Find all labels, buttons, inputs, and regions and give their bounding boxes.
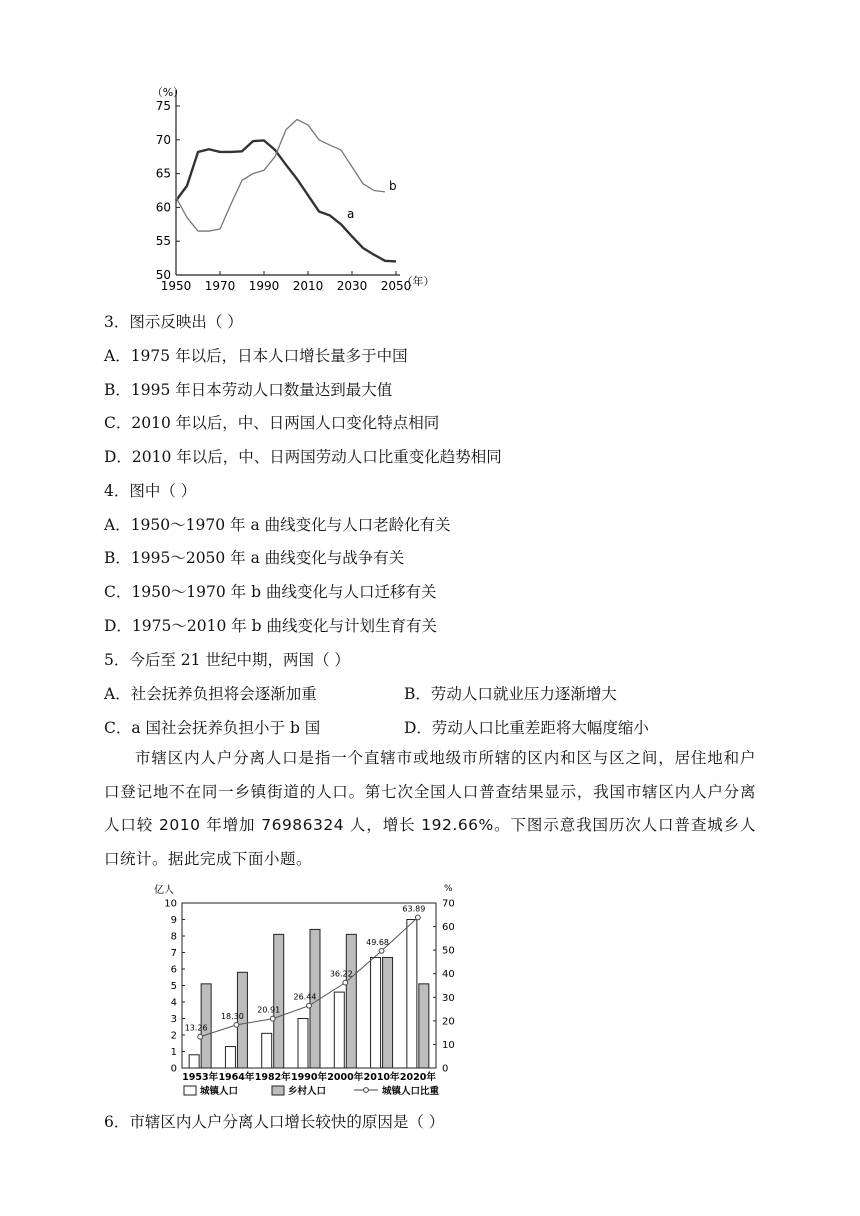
rural-bar xyxy=(419,984,429,1068)
legend-rural-swatch xyxy=(272,1086,284,1095)
y-tick-label: 50 xyxy=(155,268,171,282)
series-b-label: b xyxy=(389,178,397,193)
legend-urban-label: 城镇人口 xyxy=(200,1086,239,1097)
series-a-line xyxy=(176,140,396,261)
urban-bar xyxy=(262,1033,272,1068)
question-4-option-c: C．1950～1970 年 b 曲线变化与人口迁移有关 xyxy=(104,583,437,601)
ratio-point xyxy=(307,1003,312,1008)
question-5-option-a: A．社会抚养负担将会逐渐加重 xyxy=(104,685,317,703)
y-tick-label: 55 xyxy=(155,234,171,249)
y-left-tick-label: 7 xyxy=(170,948,177,959)
y-right-tick-label: 30 xyxy=(442,992,455,1004)
urban-bar xyxy=(298,1019,308,1069)
y-left-tick-label: 10 xyxy=(164,898,177,910)
question-6-stem: 6．市辖区内人户分离人口增长较快的原因是（ ） xyxy=(104,1113,445,1131)
urban-bar xyxy=(189,1055,199,1068)
y-left-tick-label: 5 xyxy=(170,981,177,992)
x-tick-label: 1990 xyxy=(248,279,280,293)
y-left-tick-label: 4 xyxy=(170,997,177,1009)
x-tick-label: 1970 xyxy=(204,279,236,293)
x-tick-label: 2010 xyxy=(292,279,324,293)
question-3-option-b: B．1995 年日本劳动人口数量达到最大值 xyxy=(104,381,393,399)
ratio-data-label: 13.26 xyxy=(184,1023,208,1033)
y-right-tick-label: 20 xyxy=(442,1016,455,1028)
x-tick-label: 2050 xyxy=(380,279,412,293)
y-right-tick-label: 50 xyxy=(442,945,455,957)
y-left-tick-label: 1 xyxy=(170,1047,177,1058)
legend-ratio-marker xyxy=(364,1088,369,1093)
rural-bar xyxy=(346,934,356,1068)
urban-bar xyxy=(225,1047,235,1068)
x-tick-label: 2020年 xyxy=(399,1072,436,1083)
rural-bar xyxy=(383,957,393,1068)
question-4-stem: 4．图中（ ） xyxy=(104,482,197,500)
ratio-point xyxy=(379,948,384,953)
y-right-tick-label: 60 xyxy=(442,922,455,934)
y-left-tick-label: 9 xyxy=(170,915,177,926)
y-right-tick-label: 70 xyxy=(442,898,455,910)
x-tick-label: 2010年 xyxy=(363,1072,400,1083)
y-right-tick-label: 10 xyxy=(442,1039,455,1051)
x-tick-label: 1964年 xyxy=(218,1072,255,1083)
ratio-point xyxy=(198,1034,203,1039)
y-tick-label: 75 xyxy=(155,99,171,113)
chart2-legend xyxy=(184,1085,440,1097)
legend-urban-swatch xyxy=(184,1086,196,1095)
legend-ratio-label: 城镇人口比重 xyxy=(382,1086,440,1097)
y-tick-label: 70 xyxy=(155,132,171,147)
series-a-label: a xyxy=(347,206,355,221)
ratio-data-label: 36.22 xyxy=(329,969,353,979)
y-left-unit: 亿人 xyxy=(154,885,174,896)
y-tick-label: 65 xyxy=(155,166,171,181)
y-tick-label: 60 xyxy=(155,200,171,215)
chart2-axes xyxy=(182,903,436,1068)
urban-bar xyxy=(407,920,417,1069)
chart1-axes xyxy=(176,90,400,275)
x-tick-label: 2030 xyxy=(336,279,368,293)
question-3-option-c: C．2010 年以后，中、日两国人口变化特点相同 xyxy=(104,414,440,432)
chart1-lines xyxy=(176,120,396,262)
y-right-tick-label: 0 xyxy=(442,1063,449,1075)
ratio-point xyxy=(270,1016,275,1021)
labor-population-line-chart xyxy=(140,80,460,295)
ratio-data-label: 20.91 xyxy=(257,1005,281,1015)
x-tick-label: 1950 xyxy=(160,279,192,293)
urban-bar xyxy=(371,957,381,1068)
ratio-point xyxy=(234,1022,239,1027)
question-3-stem: 3．图示反映出（ ） xyxy=(104,313,243,331)
ratio-data-label: 63.89 xyxy=(402,904,426,914)
ratio-data-label: 49.68 xyxy=(366,937,390,947)
y-unit-label: （%） xyxy=(151,86,185,99)
x-tick-label: 1990年 xyxy=(291,1072,327,1083)
ratio-data-label: 18.30 xyxy=(220,1011,244,1021)
y-left-tick-label: 0 xyxy=(170,1063,177,1075)
y-left-tick-label: 2 xyxy=(170,1030,177,1042)
question-4-option-b: B．1995～2050 年 a 曲线变化与战争有关 xyxy=(104,549,405,567)
x-tick-label: 1982年 xyxy=(254,1072,291,1083)
legend-rural-label: 乡村人口 xyxy=(288,1086,327,1097)
question-4-option-a: A．1950～1970 年 a 曲线变化与人口老龄化有关 xyxy=(104,516,451,534)
question-5-option-d: D．劳动人口比重差距将大幅度缩小 xyxy=(404,719,649,737)
rural-bar xyxy=(274,934,284,1068)
urban-rural-population-chart xyxy=(150,880,470,1102)
question-3-option-a: A．1975 年以后，日本人口增长量多于中国 xyxy=(104,347,408,365)
x-tick-label: 1953年 xyxy=(182,1072,219,1083)
urban-bar xyxy=(334,992,344,1068)
passage: 市辖区内人户分离人口是指一个直辖市或地级市所辖的区内和区与区之间，居住地和户口登记地不在同一乡镇街道的人口。第七次全国人口普查结果显示，我国市辖区内人户分离人口较 2010 年增加 76986324 人，增长 192.66%。下图示意我国历次人口普查城乡人口统计。据此完成下面小题。 xyxy=(104,749,756,868)
x-tick-label: 2000年 xyxy=(327,1072,364,1083)
question-3-option-d: D．2010 年以后，中、日两国劳动人口比重变化趋势相同 xyxy=(104,448,502,466)
ratio-point xyxy=(343,980,348,985)
ratio-point xyxy=(415,915,420,920)
y-left-tick-label: 3 xyxy=(170,1014,177,1025)
question-5-option-b: B．劳动人口就业压力逐渐增大 xyxy=(404,685,617,703)
y-right-unit: % xyxy=(444,884,453,894)
x-unit-label: （年） xyxy=(401,275,435,288)
y-left-tick-label: 6 xyxy=(170,964,177,976)
plot-frame xyxy=(182,903,436,1068)
question-5-option-c: C．a 国社会抚养负担小于 b 国 xyxy=(104,719,321,737)
question-4-option-d: D．1975～2010 年 b 曲线变化与计划生育有关 xyxy=(104,617,438,635)
y-right-tick-label: 40 xyxy=(442,969,455,981)
question-5-stem: 5．今后至 21 世纪中期，两国（ ） xyxy=(104,651,350,669)
ratio-data-label: 26.44 xyxy=(293,992,317,1002)
y-left-tick-label: 8 xyxy=(170,931,177,943)
